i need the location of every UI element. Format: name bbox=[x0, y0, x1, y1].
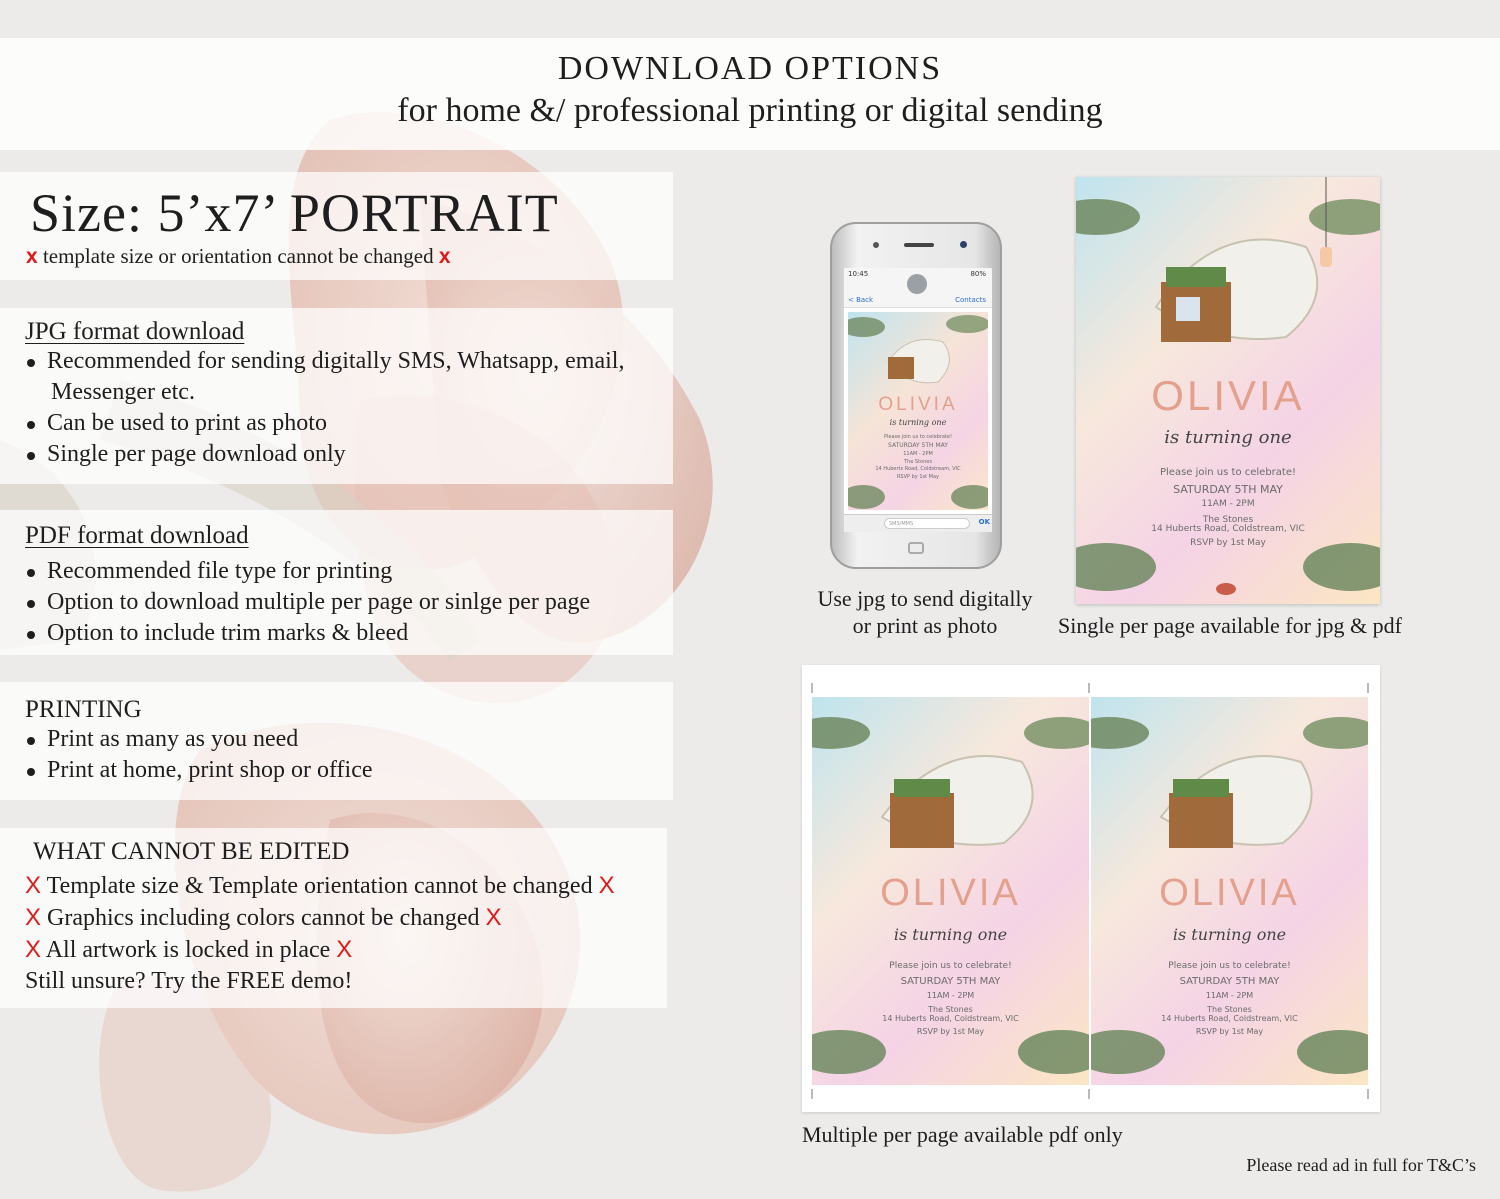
cannot-edit-title: WHAT CANNOT BE EDITED bbox=[33, 838, 350, 865]
page-title: DOWNLOAD OPTIONS bbox=[557, 50, 943, 87]
x-mark: x bbox=[26, 245, 38, 268]
invite-script: is turning one bbox=[889, 418, 947, 427]
list-item: Recommended for sending digitally SMS, Whatsapp, email, bbox=[25, 346, 624, 377]
printing-bullets bbox=[25, 724, 373, 786]
invite-name: OLIVIA bbox=[878, 394, 958, 415]
list-item: Print at home, print shop or office bbox=[25, 755, 373, 786]
list-item: Print as many as you need bbox=[25, 724, 373, 755]
size-note-text: template size or orientation cannot be changed bbox=[42, 244, 434, 268]
jpg-section bbox=[0, 308, 673, 484]
list-item: Messenger etc. bbox=[51, 379, 195, 405]
list-item: Option to include trim marks & bleed bbox=[25, 618, 590, 649]
phone-invite-card: OLIVIA is turning one Please join us to celebrate! SATURDAY 5TH MAY 11AM - 2PM The Stones 14 Huberts Road, Coldstream, VIC RSVP by 1st May bbox=[848, 312, 988, 510]
single-caption: Single per page available for jpg & pdf bbox=[1058, 613, 1402, 638]
phone-mockup bbox=[830, 222, 1002, 569]
size-title: Size: 5’x7’ PORTRAIT bbox=[30, 183, 559, 243]
sheet-invite-card: OLIVIA is turning one Please join us to celebrate! SATURDAY 5TH MAY 11AM - 2PM The Stones 14 Huberts Road, Coldstream, VIC RSVP by 1st May bbox=[812, 697, 1089, 1085]
printing-section bbox=[0, 682, 673, 800]
footer-note: Please read ad in full for T&C’s bbox=[1246, 1155, 1476, 1175]
home-icon bbox=[908, 542, 924, 554]
demo-note: Still unsure? Try the FREE demo! bbox=[25, 968, 353, 994]
invite-script: is turning one bbox=[893, 925, 1008, 944]
contact-avatar-icon bbox=[907, 274, 927, 294]
invite-name: OLIVIA bbox=[880, 872, 1021, 914]
x-mark: X bbox=[485, 904, 502, 931]
x-mark: X bbox=[25, 936, 42, 963]
list-item: X Template size & Template orientation cannot be changed X bbox=[25, 872, 615, 899]
pdf-section bbox=[0, 510, 673, 655]
multi-page-sheet bbox=[802, 665, 1380, 1112]
pdf-title: PDF format download bbox=[25, 522, 249, 549]
phone-caption: Use jpg to send digitally or print as photo bbox=[817, 586, 1033, 638]
header-banner bbox=[0, 38, 1500, 150]
sms-input[interactable]: SMS/MMS bbox=[884, 518, 970, 529]
phone-sensor bbox=[960, 241, 967, 248]
list-item: X All artwork is locked in place X bbox=[25, 936, 353, 963]
jpg-bullets bbox=[25, 346, 624, 470]
invite-name: OLIVIA bbox=[1151, 372, 1305, 419]
phone-camera bbox=[873, 242, 879, 248]
multiple-caption: Multiple per page available pdf only bbox=[802, 1122, 1123, 1147]
list-item: Single per page download only bbox=[25, 439, 624, 470]
sheet-invite-card: OLIVIA is turning one Please join us to celebrate! SATURDAY 5TH MAY 11AM - 2PM The Stones 14 Huberts Road, Coldstream, VIC RSVP by 1st May bbox=[1091, 697, 1368, 1085]
phone-speaker bbox=[904, 243, 934, 247]
trim-marks bbox=[802, 665, 1380, 1112]
send-button[interactable]: OK bbox=[978, 518, 990, 526]
pdf-bullets bbox=[25, 556, 590, 649]
single-invite-card: OLIVIA is turning one Please join us to celebrate! SATURDAY 5TH MAY 11AM - 2PM The Stones 14 Huberts Road, Coldstream, VIC RSVP by 1st May bbox=[1076, 177, 1380, 604]
list-item: Option to download multiple per page or sinlge per page bbox=[25, 587, 590, 618]
x-mark: x bbox=[438, 245, 451, 268]
list-item: X Graphics including colors cannot be changed X bbox=[25, 904, 502, 931]
size-section bbox=[0, 172, 673, 280]
page-subtitle: for home &/ professional printing or digital sending bbox=[397, 92, 1103, 129]
jpg-title: JPG format download bbox=[25, 318, 245, 345]
printing-title: PRINTING bbox=[25, 696, 142, 723]
x-mark: X bbox=[336, 936, 353, 963]
phone-screen bbox=[844, 268, 992, 532]
list-item: Can be used to print as photo bbox=[25, 408, 624, 439]
message-bar bbox=[844, 514, 992, 532]
contacts-link: Contacts bbox=[955, 296, 986, 304]
size-note bbox=[26, 244, 451, 269]
invite-script: is turning one bbox=[1172, 925, 1287, 944]
x-mark: X bbox=[598, 872, 615, 899]
x-mark: X bbox=[25, 904, 42, 931]
invite-script: is turning one bbox=[1164, 427, 1292, 448]
list-item: Recommended file type for printing bbox=[25, 556, 590, 587]
back-link: < Back bbox=[848, 296, 874, 304]
cannot-edit-list bbox=[25, 870, 615, 997]
phone-status-bar: 10:45 80% < Back Contacts bbox=[844, 268, 992, 308]
x-mark: X bbox=[25, 872, 42, 899]
cannot-edit-section bbox=[0, 828, 667, 1008]
invite-name: OLIVIA bbox=[1159, 872, 1300, 914]
